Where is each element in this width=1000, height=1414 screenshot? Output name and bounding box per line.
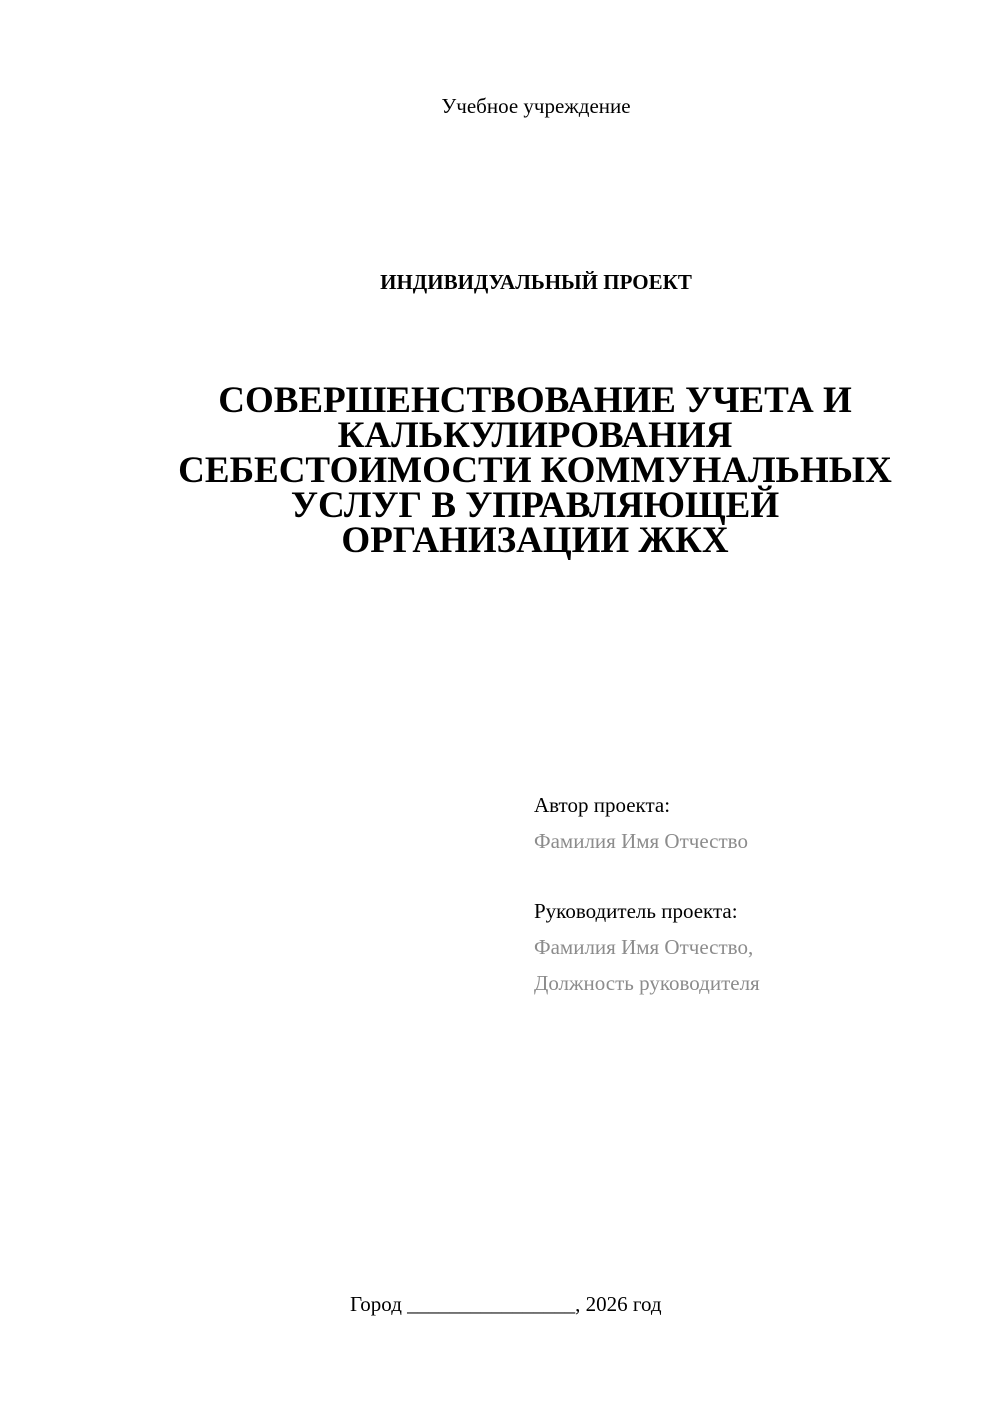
project-title <box>150 380 920 561</box>
project-title-line: СЕБЕСТОИМОСТИ КОММУНАЛЬНЫХ <box>178 450 892 491</box>
author-name: Фамилия Имя Отчество <box>534 829 748 853</box>
institution-name: Учебное учреждение <box>441 94 631 118</box>
author-label: Автор проекта: <box>534 793 671 817</box>
project-title-line: ОРГАНИЗАЦИИ ЖКХ <box>341 520 729 561</box>
project-title-line: СОВЕРШЕНСТВОВАНИЕ УЧЕТА И <box>218 380 852 421</box>
document-type-heading: ИНДИВИДУАЛЬНЫЙ ПРОЕКТ <box>380 270 692 294</box>
supervisor-block <box>534 893 974 1001</box>
city-year-line: Город ________________, 2026 год <box>350 1292 662 1316</box>
project-title-line: КАЛЬКУЛИРОВАНИЯ <box>337 415 733 456</box>
supervisor-label: Руководитель проекта: <box>534 899 738 923</box>
author-block <box>534 787 974 859</box>
supervisor-position: Должность руководителя <box>534 971 760 995</box>
project-title-line: УСЛУГ В УПРАВЛЯЮЩЕЙ <box>290 485 780 526</box>
supervisor-name: Фамилия Имя Отчество, <box>534 935 754 959</box>
